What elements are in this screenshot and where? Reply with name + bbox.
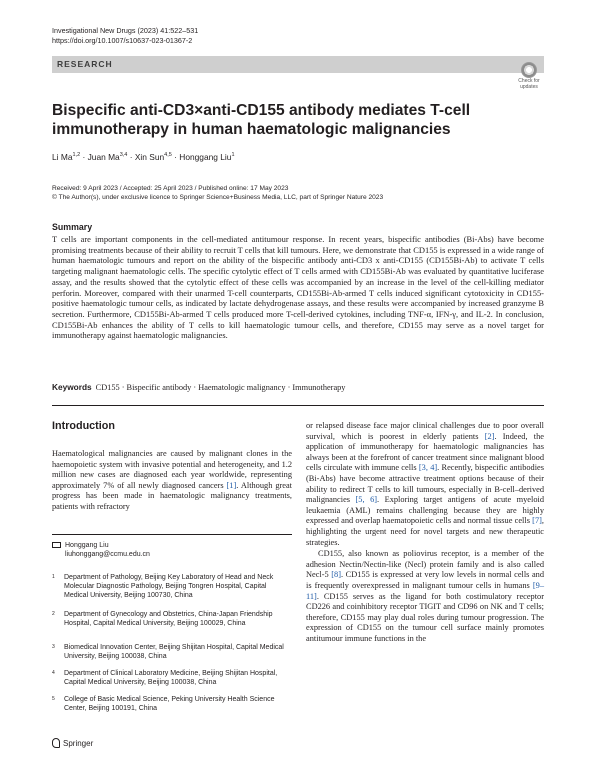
keywords-text: CD155 · Bispecific antibody · Haematologic malignancy · Immunotherapy <box>95 383 346 392</box>
affiliation-item <box>52 643 292 661</box>
affiliation-text: Department of Clinical Laboratory Medicine, Beijing Shijitan Hospital, Capital Medical University, Beijing 100038, China <box>64 670 278 687</box>
publisher-footer <box>52 738 93 748</box>
introduction-column-2 <box>306 421 544 644</box>
journal-header <box>52 26 198 46</box>
author-separator: · <box>171 152 180 162</box>
body-text: . CD155 serves as the ligand for both costimulatory receptor CD226 and coinhibitory receptor TIGIT and CD96 on NK and T cells; therefore, CD155 may play dual roles during tumour progression. The expression of CD155 on the tumour cell surface mainly promotes antitumour immune functions in the <box>306 591 544 643</box>
affiliation-number: 5 <box>52 696 55 702</box>
body-text: . Indeed, the application of immunotherapy for haematologic malignancies has always been at the forefront of cancer treatment since malignant blood cells circulate with immune cells <box>306 431 544 473</box>
publication-dates <box>52 184 383 202</box>
author-affiliation-ref: 1 <box>231 152 235 159</box>
crossmark-icon <box>521 62 537 78</box>
author-separator: · <box>127 152 135 162</box>
affiliation-item <box>52 669 292 687</box>
history-dates: Received: 9 April 2023 / Accepted: 25 April 2023 / Published online: 17 May 2023 <box>52 185 289 192</box>
summary-text: T cells are important components in the cell-mediated antitumour response. In recent years, bispecific antibodies (Bi-Abs) have become promising treatments because of their ability to recruit T cells that kill tumours. Here, we demonstrate that CD155 is expressed in a wide range of human haematologic tumours and report on the ability of the bispecific antibody anti-CD3 x anti-CD155 (CD155Bi-Ab) to activate T cells targeting malignant haematologic cells. The specific cytolytic effect of T cells armed with CD155Bi-Ab was evaluated by quantitative luciferase assay, and the results showed that the cytolytic effect of these cells was accompanied by an increase in the level of the cell-killing mediator perforin. Moreover, compared with their unarmed T-cell counterparts, CD155Bi-Ab-armed T cells induced significant cytotoxicity in CD155-positive haematologic tumour cells, as indicated by lactate dehydrogenase assays, and these results were accompanied by increased granzyme B secretion. Furthermore, CD155Bi-Ab-armed T cells produced more T-cell-derived cytokines, including TNF-α, IFN-γ, and IL-2. In conclusion, CD155Bi-Ab enhances the ability of T cells to kill haematologic tumour cells, and therefore, CD155 may serve as a novel target for immunotherapy against haematologic malignancies. <box>52 234 544 341</box>
body-text: . Although great progress has been made in haematologic malignancy treatments, patients with refractory <box>52 480 292 511</box>
affiliation-item <box>52 573 292 600</box>
corresponding-author-name: Honggang Liu <box>65 542 109 549</box>
affiliation-text: Department of Pathology, Beijing Key Laboratory of Head and Neck Molecular Diagnostic Pathology, Beijing Tongren Hospital, Capital Medical University, Beijing 100730, China <box>64 574 274 600</box>
section-band <box>52 56 544 73</box>
footnote-divider <box>52 534 292 535</box>
body-text: CD155, also known as poliovirus receptor, is a member of the adhesion Nectin/Nectin-like (Necl) protein family and is also called Necl-5 <box>306 549 544 580</box>
body-text: Haematological malignancies are caused by malignant clones in the haemopoietic system with invasive potential and heterogeneity, and 1.2 million new cases are diagnosed each year worldwide, representing approximately 7% of all newly diagnosed cancers <box>52 449 292 490</box>
body-paragraph <box>306 549 544 644</box>
author-name[interactable]: Juan Ma <box>87 152 120 162</box>
affiliation-item <box>52 695 292 713</box>
author-affiliation-ref: 3,4 <box>119 152 128 159</box>
citation-link[interactable]: [5, 6] <box>355 495 378 505</box>
section-label: RESEARCH <box>57 59 113 69</box>
author-affiliation-ref: 4,5 <box>164 152 172 159</box>
journal-citation: Investigational New Drugs (2023) 41:522–531 <box>52 26 199 35</box>
body-text: or relapsed disease face major clinical challenges due to poor overall survival, which is poorest in elderly patients <box>306 421 544 441</box>
author-affiliation-ref: 1,2 <box>72 152 81 159</box>
citation-link[interactable]: [8] <box>331 570 341 580</box>
affiliation-number: 1 <box>52 574 55 580</box>
affiliation-number: 2 <box>52 611 55 617</box>
summary-heading: Summary <box>52 222 93 232</box>
keywords-label: Keywords <box>52 382 92 392</box>
keywords <box>52 382 345 392</box>
badge-line2: updates <box>520 83 538 90</box>
introduction-heading: Introduction <box>52 420 115 432</box>
springer-horse-icon <box>52 738 60 748</box>
affiliation-text: Department of Gynecology and Obstetrics, China-Japan Friendship Hospital, Capital Medical University, Beijing 100029, China <box>64 611 273 628</box>
article-title <box>52 101 522 139</box>
affiliation-text: College of Basic Medical Science, Peking University Health Science Center, Beijing 100191, China <box>64 696 275 713</box>
badge-line1: Check for <box>518 78 540 84</box>
citation-link[interactable]: [7] <box>532 516 542 526</box>
citation-link[interactable]: [1] <box>226 480 237 490</box>
body-text: . CD155 is expressed at very low levels in normal cells and is frequently overexpressed in malignant tumour cells in humans <box>306 570 545 590</box>
correspondence <box>52 541 150 559</box>
introduction-column-1 <box>52 449 292 513</box>
section-divider <box>52 405 544 406</box>
body-paragraph <box>306 421 544 548</box>
body-text: . Exploring target antigens of acute myeloid leukaemia (AML) remains challenging because they are highly expressed and overlap haematopoietic cells and normal tissue cells <box>306 495 544 526</box>
body-paragraph <box>52 449 292 513</box>
envelope-icon <box>52 542 61 548</box>
author-list <box>52 152 235 162</box>
title-line-2: immunotherapy in human haematologic malignancies <box>52 121 451 138</box>
body-text: . Recently, bispecific antibodies (Bi-Abs) have become attractive treatment options because of their ability to redirect T cells to kill tumours, especially in B-cell–derived malignancies <box>306 463 544 505</box>
doi-link[interactable]: https://doi.org/10.1007/s10637-023-01367-2 <box>52 36 193 45</box>
author-name[interactable]: Honggang Liu <box>179 152 232 162</box>
copyright-line: © The Author(s), under exclusive licence to Springer Science+Business Media, LLC, part of Springer Nature 2023 <box>52 194 384 202</box>
citation-link[interactable]: [2] <box>484 431 495 441</box>
affiliation-number: 3 <box>52 644 55 650</box>
corresponding-author-email[interactable]: liuhonggang@ccmu.edu.cn <box>65 551 150 558</box>
author-name[interactable]: Xin Sun <box>134 152 165 162</box>
title-line-1: Bispecific anti-CD3×anti-CD155 antibody mediates T-cell <box>52 102 471 119</box>
author-separator: · <box>80 152 88 162</box>
author-name[interactable]: Li Ma <box>52 152 73 162</box>
affiliation-text: Biomedical Innovation Center, Beijing Shijitan Hospital, Capital Medical University, Beijing 100038, China <box>64 644 284 661</box>
citation-link[interactable]: [9–11] <box>306 580 544 601</box>
citation-link[interactable]: [3, 4] <box>418 463 438 473</box>
affiliation-item <box>52 610 292 628</box>
publisher-name: Springer <box>63 739 94 748</box>
check-for-updates-badge[interactable] <box>512 62 546 90</box>
affiliation-number: 4 <box>52 670 55 676</box>
body-text: , highlighting the urgent need for novel targets and new therapeutic strategies. <box>306 516 544 547</box>
